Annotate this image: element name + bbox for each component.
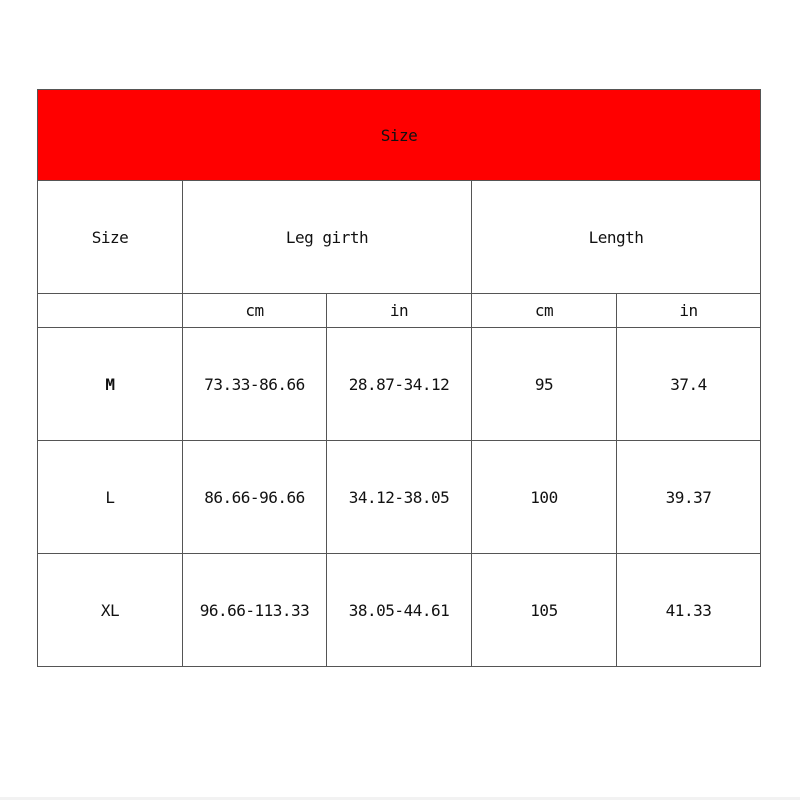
unit-empty [38, 294, 183, 328]
table-title: Size [38, 90, 761, 181]
unit-row [38, 294, 761, 328]
table-row [38, 328, 761, 441]
header-length: Length [472, 181, 761, 294]
length-in-cell: 41.33 [617, 554, 761, 667]
length-in-cell: 39.37 [617, 441, 761, 554]
leg-girth-cm-cell: 96.66-113.33 [183, 554, 327, 667]
table-row [38, 554, 761, 667]
header-size: Size [38, 181, 183, 294]
table-row [38, 441, 761, 554]
unit-length-cm: cm [472, 294, 617, 328]
size-chart-table [37, 89, 761, 667]
unit-leg-girth-in: in [327, 294, 472, 328]
length-cm-cell: 95 [472, 328, 617, 441]
unit-leg-girth-cm: cm [183, 294, 327, 328]
leg-girth-in-cell: 34.12-38.05 [327, 441, 472, 554]
size-cell: L [38, 441, 183, 554]
leg-girth-in-cell: 28.87-34.12 [327, 328, 472, 441]
header-row [38, 181, 761, 294]
length-cm-cell: 105 [472, 554, 617, 667]
title-row [38, 90, 761, 181]
header-leg-girth: Leg girth [183, 181, 472, 294]
leg-girth-in-cell: 38.05-44.61 [327, 554, 472, 667]
unit-length-in: in [617, 294, 761, 328]
length-in-cell: 37.4 [617, 328, 761, 441]
leg-girth-cm-cell: 73.33-86.66 [183, 328, 327, 441]
size-cell: XL [38, 554, 183, 667]
length-cm-cell: 100 [472, 441, 617, 554]
leg-girth-cm-cell: 86.66-96.66 [183, 441, 327, 554]
size-cell: M [38, 328, 183, 441]
